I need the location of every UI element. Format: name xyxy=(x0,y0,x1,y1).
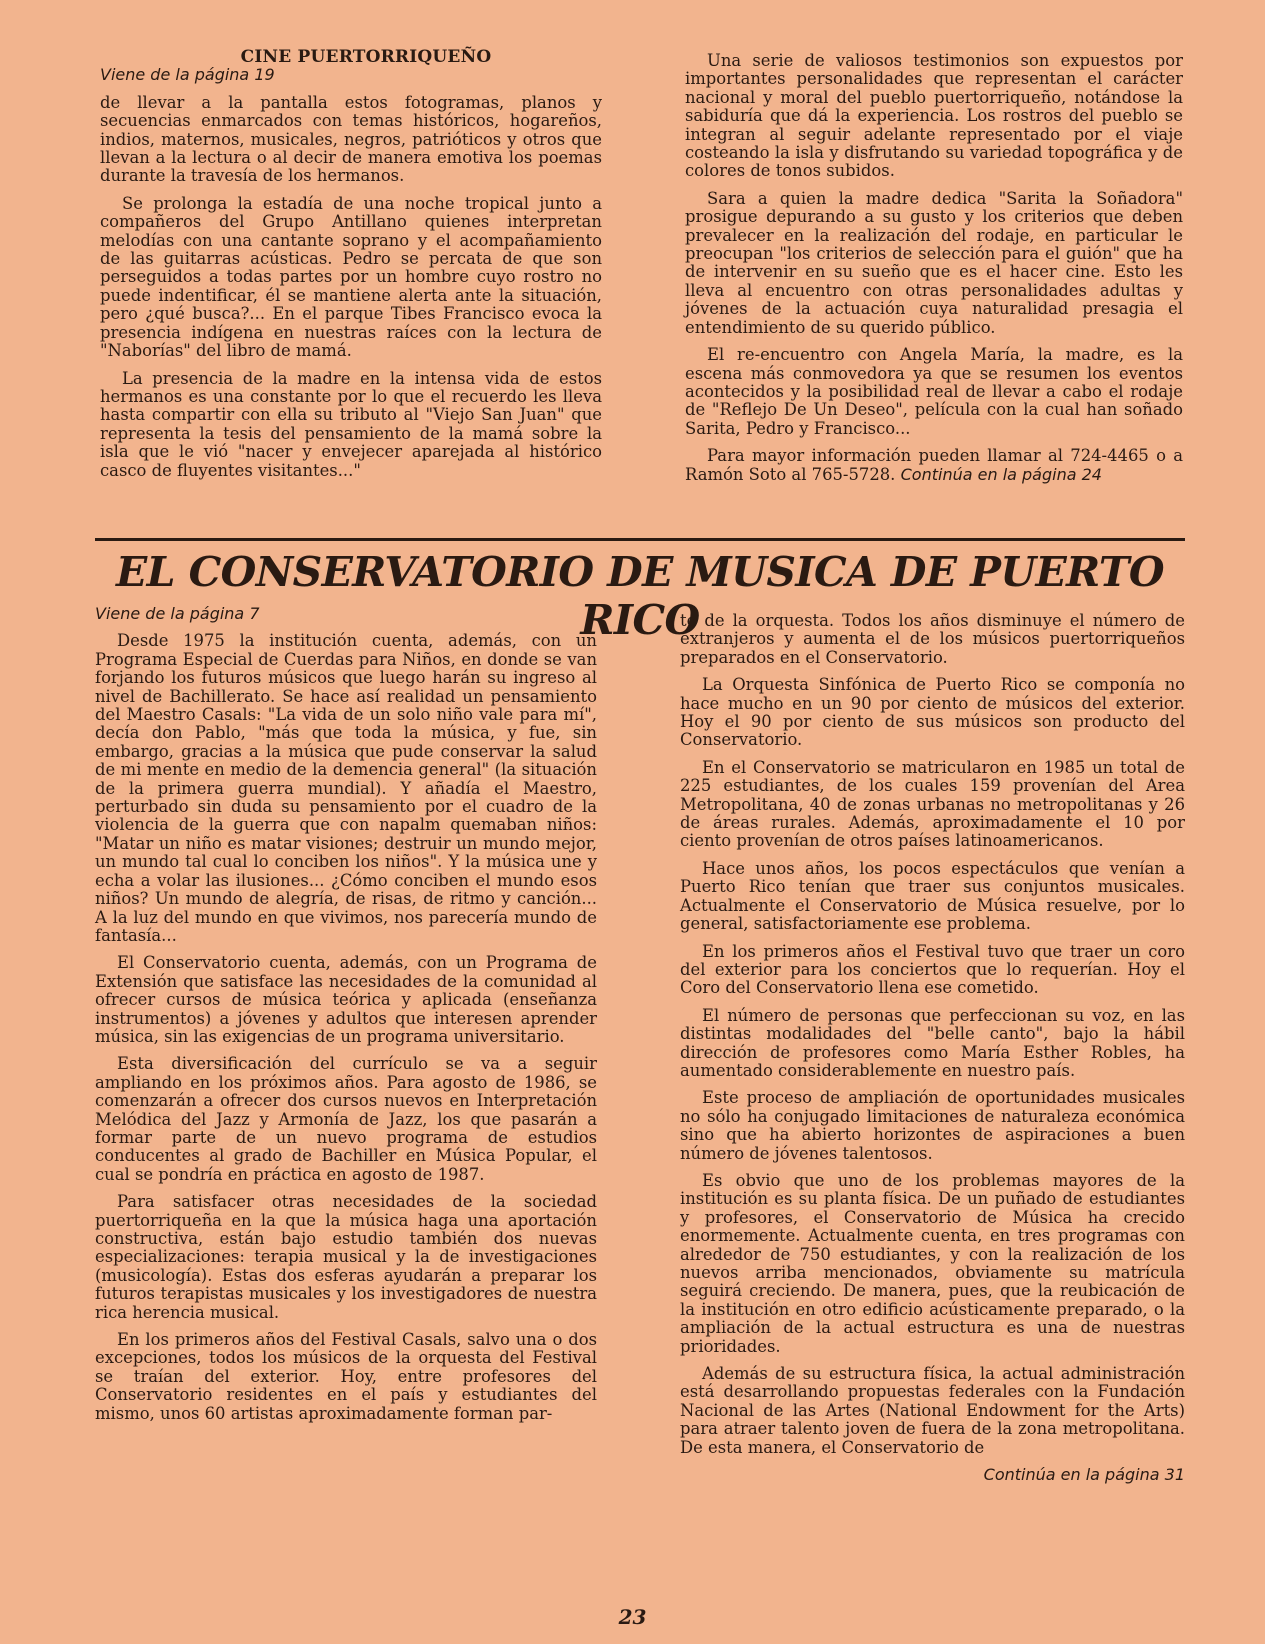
paragraph: te de la orquesta. Todos los años disminuye el número de extranjeros y aumenta el de los músicos puertorriqueños preparados en el Conservatorio. xyxy=(680,611,1185,667)
conservatorio-right-column xyxy=(680,612,1185,1493)
paragraph: de llevar a la pantalla estos fotogramas, planos y secuencias enmarcados con temas históricos, hogareños, indios, maternos, musicales, negros, patrióticos y otros que llevan a la lectura o al decir de manera emotiva los poemas durante la travesía de los hermanos. xyxy=(100,92,602,186)
paragraph: Esta diversificación del currículo se va a seguir ampliando en los próximos años. Para agosto de 1986, se comenzarán a ofrecer dos cursos nuevos en Interpretación Melódica del Jazz y Armonía de Jazz, los que pasarán a formar parte de un nuevo programa de estudios conducentes al grado de Bachiller en Música Popular, el cual se pondría en práctica en agosto de 1987. xyxy=(95,1054,597,1184)
paragraph: Hace unos años, los pocos espectáculos que venían a Puerto Rico tenían que traer sus conjuntos musicales. Actualmente el Conservatorio de Música resuelve, por lo general, satisfactoriamente ese problema. xyxy=(680,858,1185,934)
cine-continued-on: Continúa en la página 24 xyxy=(900,464,1102,484)
contact-info: Para mayor información pueden llamar al 724-4465 o a Ramón Soto al 765-5728. xyxy=(685,446,1183,484)
article-title: EL CONSERVATORIO DE MUSICA DE PUERTO RICO xyxy=(116,548,1164,644)
conservatorio-left-column xyxy=(95,605,597,1432)
cine-article-right-column xyxy=(685,52,1183,493)
paragraph: El re-encuentro con Angela María, la madre, es la escena más conmovedora ya que se resumen los eventos acontecidos y la posibilidad real de llevar a cabo el rodaje de "Reflejo De Un Deseo", película con la cual han soñado Sarita, Pedro y Francisco... xyxy=(685,345,1183,438)
page-number: 23 xyxy=(618,1605,647,1629)
paragraph: Este proceso de ampliación de oportunidades musicales no sólo ha conjugado limitaciones de naturaleza económica sino que ha abierto horizontes de aspiraciones a buen número de jóvenes talentosos. xyxy=(680,1088,1185,1163)
conservatorio-continued-from: Viene de la página 7 xyxy=(95,604,260,623)
cine-article-continuation xyxy=(100,48,602,489)
paragraph xyxy=(685,447,1183,484)
paragraph: El número de personas que perfeccionan su voz, en las distintas modalidades del "belle canto", bajo la hábil dirección de profesores como María Esther Robles, ha aumentado considerablemente en nuestro país. xyxy=(680,1005,1185,1080)
paragraph: En los primeros años del Festival Casals, salvo una o dos excepciones, todos los músicos de la orquesta del Festival se traían del exterior. Hoy, entre profesores del Conservatorio residentes en el país y estudiantes del mismo, unos 60 artistas aproximadamente forman par- xyxy=(95,1330,597,1423)
paragraph: Además de su estructura física, la actual administración está desarrollando propuestas federales con la Fundación Nacional de las Artes (National Endowment for the Arts) para atraer talento joven de fuera de la zona metropolitana. De esta manera, el Conservatorio de xyxy=(680,1364,1185,1457)
paragraph: Se prolonga la estadía de una noche tropical junto a compañeros del Grupo Antillano quienes interpretan melodías con una cantante soprano y el acompañamiento de las guitarras acústicas. Pedro se percata de que son perseguidos a todas partes por un hombre cuyo rostro no puede indentificar, él se mantiene alerta ante la situación, pero ¿qué busca?... En el parque Tibes Francisco evoca la presencia indígena en nuestras raíces con la lectura de "Naborías" del libro de mamá. xyxy=(100,193,602,361)
paragraph: En el Conservatorio se matricularon en 1985 un total de 225 estudiantes, de los cuales 159 provenían del Area Metropolitana, 40 de zonas urbanas no metropolitanas y 26 de áreas rurales. Además, aproximadamente el 10 por ciento provenían de otros países latinoamericanos. xyxy=(680,757,1185,851)
paragraph: Es obvio que uno de los problemas mayores de la institución es su planta física. De un puñado de estudiantes y profesores, el Conservatorio de Música ha crecido enormemente. Actualmente cuenta, en tres programas con alrededor de 750 estudiantes, y con la realización de los nuevos arriba mencionados, obviamente su matrícula seguirá creciendo. De manera, pues, que la reubicación de la institución en otro edificio acústicamente preparado, o la ampliación de la actual estructura es una de nuestras prioridades. xyxy=(680,1170,1185,1356)
paragraph: La Orquesta Sinfónica de Puerto Rico se componía no hace mucho en un 90 por ciento de músicos del exterior. Hoy el 90 por ciento de sus músicos son producto del Conservatorio. xyxy=(680,675,1185,750)
paragraph: La presencia de la madre en la intensa vida de estos hermanos es una constante por lo que el recuerdo les lleva hasta compartir con ella su tributo al "Viejo San Juan" que representa la tesis del pensamiento de la mamá sobre la isla que le vió "nacer y envejecer aparejada al histórico casco de fluyentes visitantes..." xyxy=(100,368,602,480)
paragraph: En los primeros años el Festival tuvo que traer un coro del exterior para los conciertos que lo requerían. Hoy el Coro del Conservatorio llena ese cometido. xyxy=(680,941,1185,998)
paragraph: Para satisfacer otras necesidades de la sociedad puertorriqueña en la que la música haga una aportación constructiva, están bajo estudio también dos nuevas especializaciones: terapia musical y la de investigaciones (musicología). Estas dos esferas ayudarán a preparar los futuros terapistas musicales y los investigadores de nuestra rica herencia musical. xyxy=(95,1192,597,1322)
cine-continued-from: Viene de la página 19 xyxy=(100,65,275,85)
paragraph: El Conservatorio cuenta, además, con un Programa de Extensión que satisface las necesidades de la comunidad al ofrecer cursos de música teórica y aplicada (enseñanza instrumentos) a jóvenes y adultos que interesen aprender música, sin las exigencias de un programa universitario. xyxy=(95,953,597,1046)
paragraph: Una serie de valiosos testimonios son expuestos por importantes personalidades que representan el carácter nacional y moral del pueblo puertorriqueño, notándose la sabiduría que dá la experiencia. Los rostros del pueblo se integran al seguir adelante representado por el viaje costeando la isla y disfrutando su variedad topográfica y de colores de tonos subidos. xyxy=(685,51,1183,181)
paragraph: Sara a quien la madre dedica "Sarita la Soñadora" prosigue depurando a su gusto y los criterios que deben prevalecer en la realización del rodaje, en particular le preocupan "los criterios de selección para el guión" que ha de intervenir en su sueño que es el hacer cine. Esto les lleva al encuentro con otras personalidades adultas y jóvenes de la actuación cuya naturalidad presagia el entendimiento de su querido público. xyxy=(685,188,1183,337)
conservatorio-continued-on: Continúa en la página 31 xyxy=(983,1465,1185,1485)
section-divider xyxy=(95,538,1185,541)
cine-heading: CINE PUERTORRIQUEÑO xyxy=(240,47,492,67)
paragraph: Desde 1975 la institución cuenta, además, con un Programa Especial de Cuerdas para Niños, en donde se van forjando los futuros músicos que luego harán su ingreso al nivel de Bachillerato. Se hace así realidad un pensamiento del Maestro Casals: "La vida de un solo niño vale para mí", decía don Pablo, "más que toda la música, y fue, sin embargo, gracias a la música que pude conservar la salud de mi mente en medio de la demencia general" (la situación de la primera guerra mundial). Y añadía el Maestro, perturbado sin duda su pensamiento por el cuadro de la violencia de la guerra que con napalm quemaban niños: "Matar un niño es matar visiones; destruir un mundo mejor, un mundo tal cual lo conciben los niños". Y la música une y echa a volar las ilusiones... ¿Cómo conciben el mundo esos niños? Un mundo de alegría, de risas, de ritmo y canción... A la luz del mundo en que vivimos, nos parecería mundo de fantasía... xyxy=(95,631,597,945)
